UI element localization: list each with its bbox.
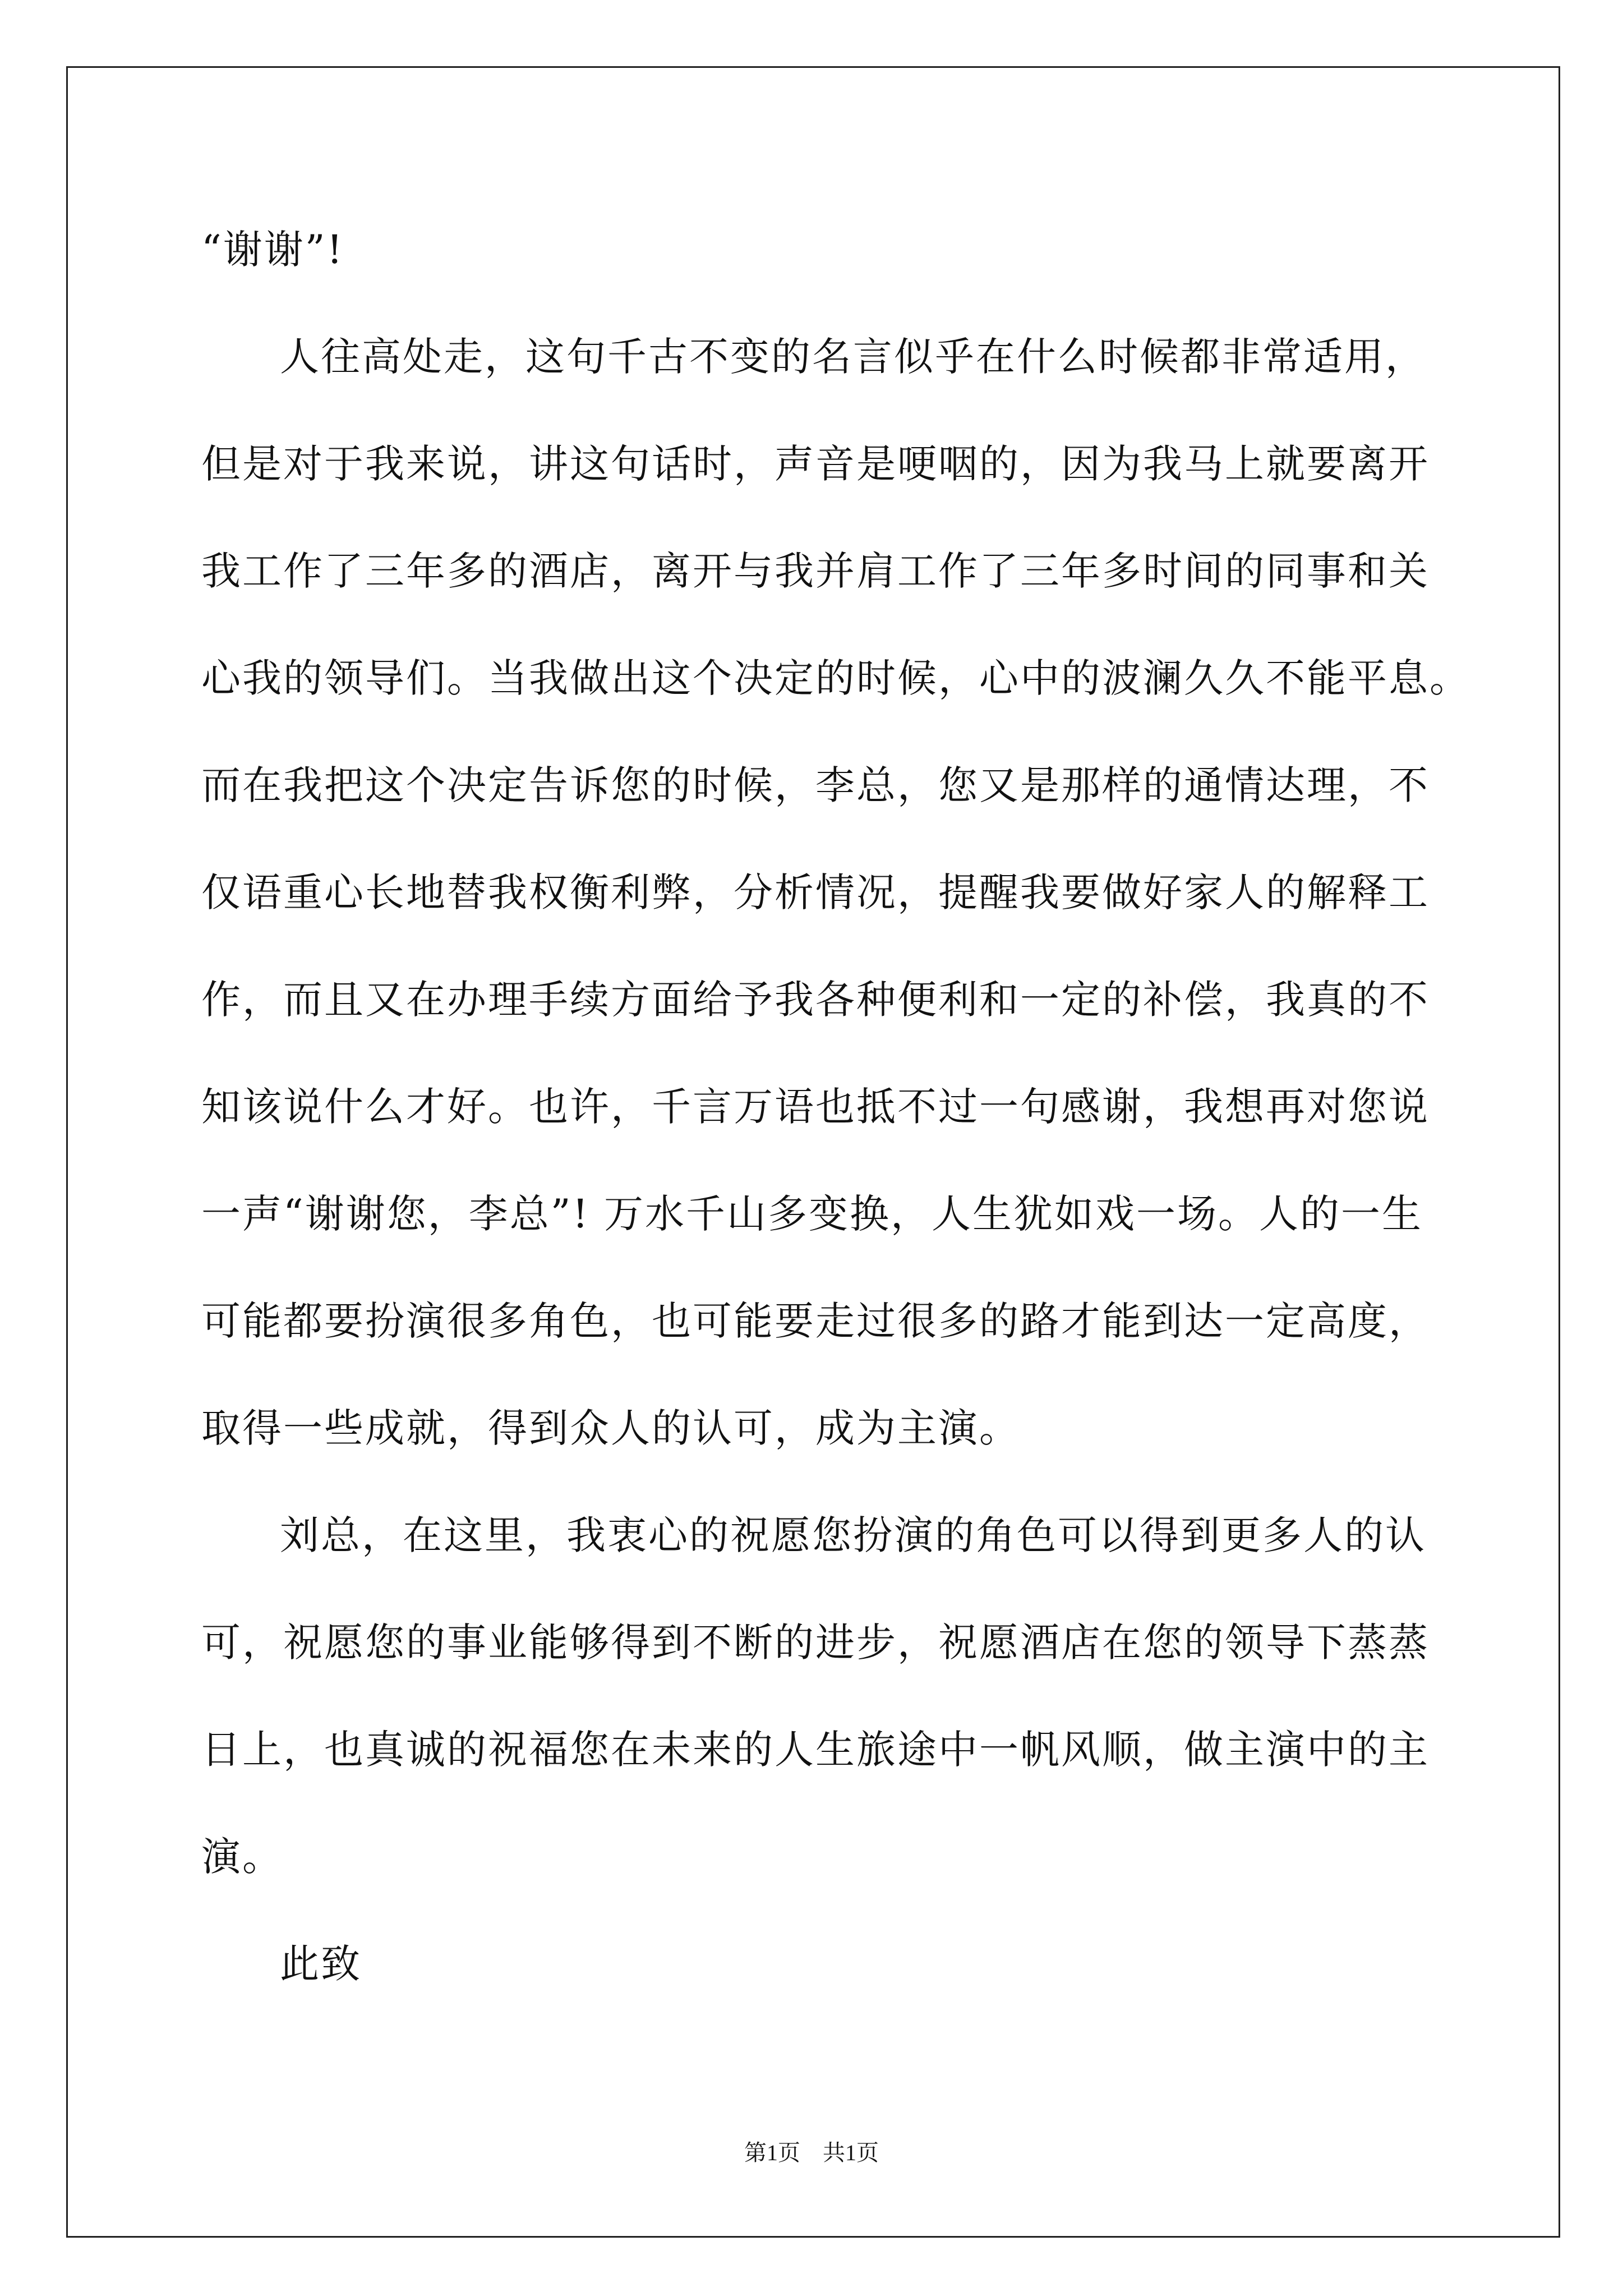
text-line: 可，祝愿您的事业能够得到不断的进步，祝愿酒店在您的领导下蒸蒸 (201, 1619, 1430, 1665)
closing-line: 此致 (280, 1941, 362, 1987)
text-line: 演。 (201, 1834, 283, 1880)
paragraph-closing (201, 1911, 1536, 2018)
text-line: 人往高处走，这句千古不变的名言似乎在什么时候都非常适用， (280, 334, 1426, 380)
page-number-footer: 第1页 共1页 (744, 2140, 879, 2165)
text-line: 仅语重心长地替我权衡利弊，分析情况，提醒我要做好家人的解释工 (201, 869, 1430, 915)
text-line: 我工作了三年多的酒店，离开与我并肩工作了三年多时间的同事和关 (201, 548, 1430, 594)
text-line: 一声“谢谢您，李总”! 万水千山多变换，人生犹如戏一场。人的一生 (201, 1191, 1423, 1237)
text-line: 心我的领导们。当我做出这个决定的时候，心中的波澜久久不能平息。 (201, 655, 1470, 701)
document-body (201, 196, 1536, 2018)
text-line: 刘总，在这里，我衷心的祝愿您扮演的角色可以得到更多人的认 (280, 1512, 1426, 1558)
paragraph-farewell (201, 303, 1536, 1482)
text-line: “谢谢”! (201, 227, 344, 273)
text-line: 知该说什么才好。也许，千言万语也抵不过一句感谢，我想再对您说 (201, 1084, 1430, 1130)
text-line: 可能都要扮演很多角色，也可能要走过很多的路才能到达一定高度， (201, 1298, 1430, 1344)
text-line: 而在我把这个决定告诉您的时候，李总，您又是那样的通情达理，不 (201, 762, 1430, 808)
text-line: 作，而且又在办理手续方面给予我各种便利和一定的补偿，我真的不 (201, 977, 1430, 1023)
paragraph-wishes (201, 1482, 1536, 1911)
text-line: 取得一些成就，得到众人的认可，成为主演。 (201, 1405, 1020, 1451)
text-line: 日上，也真诚的祝福您在未来的人生旅途中一帆风顺，做主演中的主 (201, 1727, 1430, 1773)
text-line: 但是对于我来说，讲这句话时，声音是哽咽的，因为我马上就要离开 (201, 441, 1430, 487)
paragraph-continued (201, 196, 1536, 303)
